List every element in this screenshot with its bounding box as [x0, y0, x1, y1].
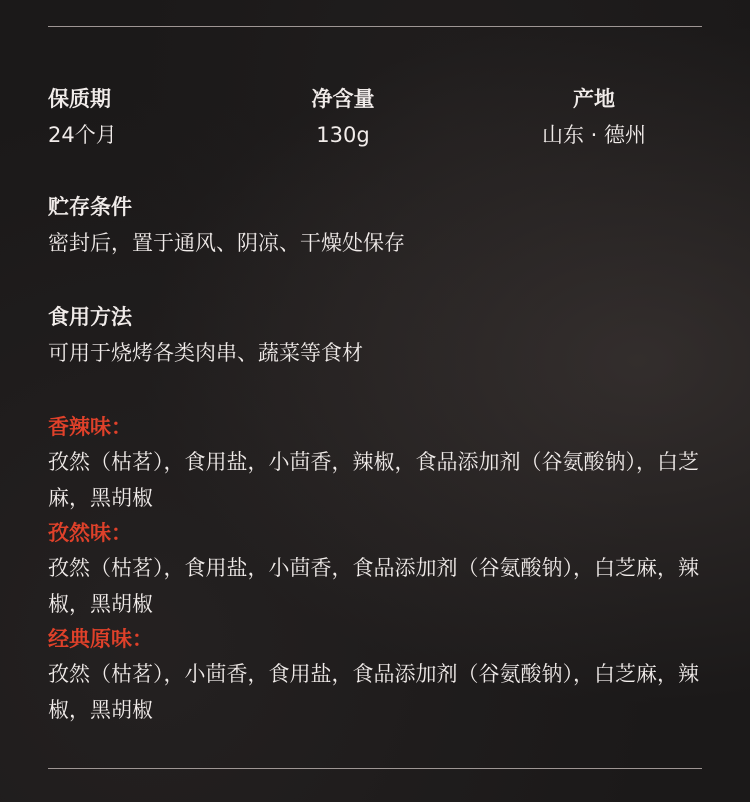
storage-section	[48, 190, 708, 260]
flavor-name: 香辣味：	[48, 415, 132, 439]
origin-value: 山东 · 德州	[541, 123, 647, 147]
flavor-ingredients: 孜然（枯茗），小茴香，食用盐，食品添加剂（谷氨酸钠），白芝麻，辣椒，黑胡椒	[48, 662, 699, 722]
flavor-list	[48, 410, 712, 728]
spec-row	[0, 82, 750, 152]
usage-text: 可用于烧烤各类肉串、蔬菜等食材	[48, 341, 363, 365]
top-divider	[48, 26, 702, 27]
flavor-cumin	[48, 516, 712, 622]
flavor-name: 经典原味：	[48, 627, 153, 651]
storage-label: 贮存条件	[48, 195, 132, 219]
bottom-divider	[48, 768, 702, 769]
flavor-ingredients: 孜然（枯茗），食用盐，小茴香，食品添加剂（谷氨酸钠），白芝麻，辣椒，黑胡椒	[48, 556, 699, 616]
flavor-name: 孜然味：	[48, 521, 132, 545]
flavor-spicy	[48, 410, 712, 516]
usage-label: 食用方法	[48, 305, 132, 329]
storage-text: 密封后，置于通风、阴凉、干燥处保存	[48, 231, 405, 255]
flavor-original	[48, 622, 712, 728]
shelf-life-value: 24个月	[48, 123, 117, 147]
usage-section	[48, 300, 708, 370]
net-content-value: 130g	[316, 123, 370, 147]
net-content-label: 净含量	[311, 87, 375, 111]
flavor-ingredients: 孜然（枯茗），食用盐，小茴香，辣椒，食品添加剂（谷氨酸钠），白芝麻，黑胡椒	[48, 450, 699, 510]
shelf-life-label: 保质期	[48, 87, 111, 111]
origin-label: 产地	[573, 87, 615, 111]
shelf-life-spec	[48, 82, 117, 152]
